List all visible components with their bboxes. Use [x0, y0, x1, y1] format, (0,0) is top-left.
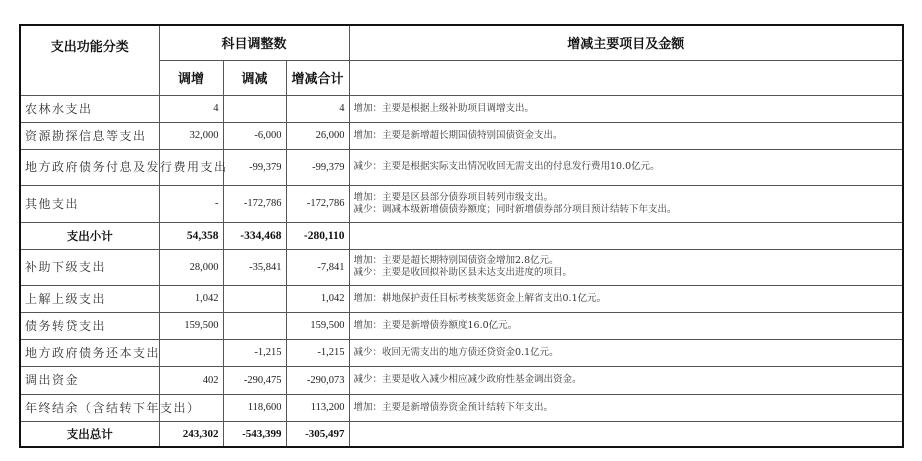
row-description [349, 149, 903, 185]
row-decrease [223, 312, 286, 339]
table-row [20, 185, 903, 222]
row-net: 26,000 [286, 122, 349, 149]
table-row [20, 366, 903, 394]
row-description [349, 285, 903, 312]
table-row [20, 149, 903, 185]
row-decrease: -35,841 [223, 249, 286, 285]
description-line: 增加：主要是新增债券额度16.0亿元。 [353, 319, 518, 331]
header-description: 增减主要项目及金额 [349, 25, 903, 60]
row-increase: - [159, 185, 223, 222]
row-increase: 28,000 [159, 249, 223, 285]
description-line: 增加：主要是新增债券资金预计结转下年支出。 [353, 401, 554, 413]
header-description-blank [349, 60, 903, 95]
row-increase: 1,042 [159, 285, 223, 312]
description-line: 减少：主要是收回拟补助区县未达支出进度的项目。 [353, 267, 573, 278]
row-increase: 243,302 [159, 421, 223, 447]
row-description [349, 421, 903, 447]
table-row [20, 222, 903, 249]
row-net: 4 [286, 95, 349, 122]
row-net: -172,786 [286, 185, 349, 222]
header-decrease: 调减 [223, 60, 286, 95]
table-row [20, 421, 903, 447]
row-category: 债务转贷支出 [20, 312, 159, 339]
row-description [349, 394, 903, 421]
description-line: 减少：调减本级新增债债券额度；同时新增债券部分项目预计结转下年支出。 [353, 203, 677, 215]
row-category: 上解上级支出 [20, 285, 159, 312]
table-row [20, 339, 903, 366]
row-category: 农林水支出 [20, 95, 159, 122]
row-description [349, 95, 903, 122]
row-category: 其他支出 [20, 185, 159, 222]
row-category: 调出资金 [20, 366, 159, 394]
table-row [20, 312, 903, 339]
row-increase: 159,500 [159, 312, 223, 339]
table-row [20, 285, 903, 312]
row-net: -305,497 [286, 421, 349, 447]
table-row [20, 95, 903, 122]
budget-adjustment-table [19, 24, 904, 448]
row-decrease: -290,475 [223, 366, 286, 394]
row-category: 年终结余（含结转下年支出） [20, 394, 159, 421]
row-category: 支出小计 [20, 222, 159, 249]
description-line: 增加：耕地保护责任目标考核奖惩资金上解省支出0.1亿元。 [353, 292, 607, 304]
row-decrease [223, 285, 286, 312]
row-description [349, 122, 903, 149]
row-description [349, 185, 903, 222]
row-category: 补助下级支出 [20, 249, 159, 285]
row-net: 159,500 [286, 312, 349, 339]
description-line: 减少：收回无需支出的地方债还贷资金0.1亿元。 [353, 346, 559, 358]
header-increase: 调增 [159, 60, 223, 95]
table-row [20, 122, 903, 149]
row-increase: 4 [159, 95, 223, 122]
row-decrease: -543,399 [223, 421, 286, 447]
row-decrease: 118,600 [223, 394, 286, 421]
row-net: 113,200 [286, 394, 349, 421]
row-category: 地方政府债务付息及发行费用支出 [20, 149, 159, 185]
row-increase: 54,358 [159, 222, 223, 249]
row-decrease: -6,000 [223, 122, 286, 149]
table-row [20, 249, 903, 285]
row-net: -1,215 [286, 339, 349, 366]
row-decrease: -172,786 [223, 185, 286, 222]
row-description [349, 339, 903, 366]
row-description [349, 222, 903, 249]
header-net: 增减合计 [286, 60, 349, 95]
row-net: -280,110 [286, 222, 349, 249]
row-category: 支出总计 [20, 421, 159, 447]
description-line: 增加：主要是根据上级补助项目调增支出。 [353, 102, 535, 114]
row-decrease: -1,215 [223, 339, 286, 366]
description-line: 减少：主要是根据实际支出情况收回无需支出的付息发行费用10.0亿元。 [353, 161, 660, 172]
description-line: 增加：主要是超长期特别国债资金增加2.8亿元。 [353, 255, 559, 266]
row-increase [159, 339, 223, 366]
row-net: 1,042 [286, 285, 349, 312]
header-row-1 [20, 25, 903, 60]
row-decrease: -99,379 [223, 149, 286, 185]
description-line: 增加：主要是区县部分债券项目转列市级支出。 [353, 191, 554, 203]
row-decrease: -334,468 [223, 222, 286, 249]
row-description [349, 249, 903, 285]
header-category: 支出功能分类 [20, 25, 159, 95]
row-description [349, 366, 903, 394]
row-description [349, 312, 903, 339]
row-decrease [223, 95, 286, 122]
row-net: -290,073 [286, 366, 349, 394]
row-increase: 32,000 [159, 122, 223, 149]
row-increase: 402 [159, 366, 223, 394]
row-net: -99,379 [286, 149, 349, 185]
row-net: -7,841 [286, 249, 349, 285]
row-category: 资源勘探信息等支出 [20, 122, 159, 149]
description-line: 减少：主要是收入减少相应减少政府性基金调出资金。 [353, 374, 582, 385]
header-adjustment-group: 科目调整数 [159, 25, 349, 60]
description-line: 增加：主要是新增超长期国债特别国债资金支出。 [353, 129, 563, 141]
row-category: 地方政府债务还本支出 [20, 339, 159, 366]
table-row [20, 394, 903, 421]
